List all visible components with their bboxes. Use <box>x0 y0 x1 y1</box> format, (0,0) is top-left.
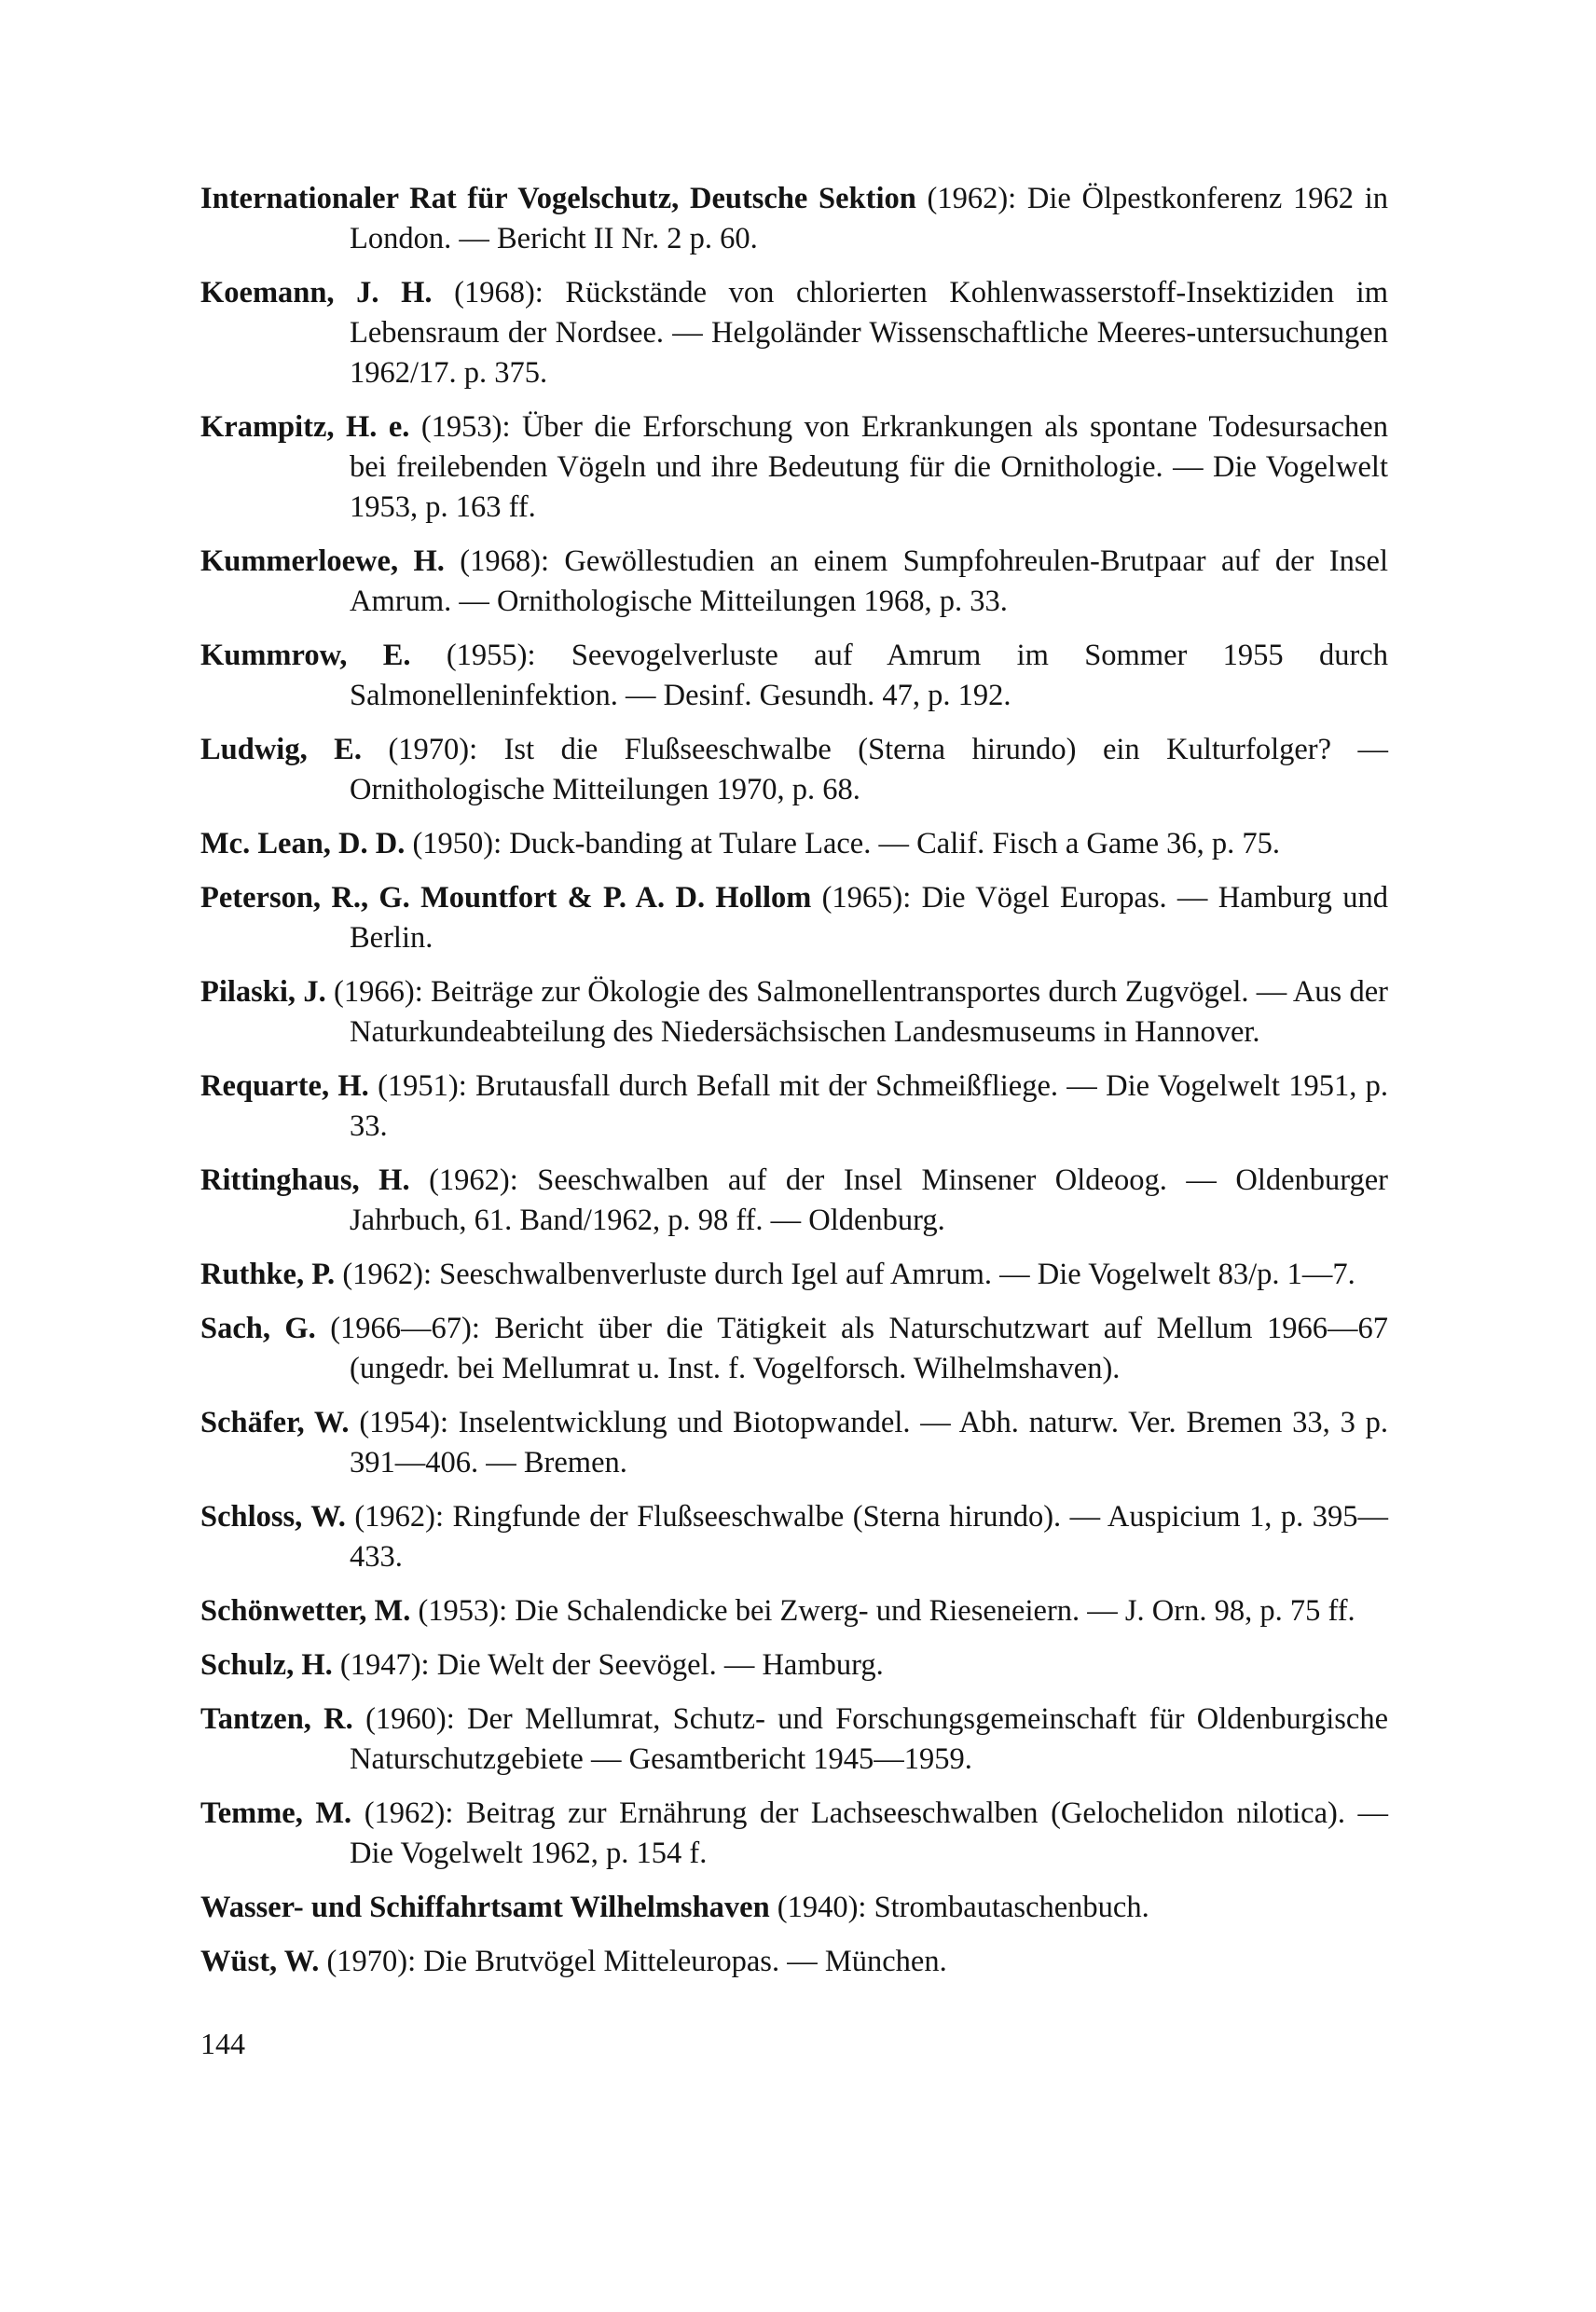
reference-entry <box>200 1591 1388 1631</box>
reference-list <box>200 179 1388 1996</box>
reference-details: (1960): Der Mellumrat, Schutz- und Forschungsgemeinschaft für Oldenburgische Naturschutzgebiete — Gesamtbericht 1945—1959. <box>350 1702 1388 1776</box>
reference-author: Tantzen, R. <box>200 1702 353 1736</box>
reference-entry <box>200 1645 1388 1686</box>
reference-details: (1962): Die Ölpestkonferenz 1962 in London. — Bericht II Nr. 2 p. 60. <box>350 182 1388 255</box>
reference-entry <box>200 407 1388 528</box>
reference-details: (1951): Brutausfall durch Befall mit der Schmeißfliege. — Die Vogelwelt 1951, p. 33. <box>350 1069 1388 1143</box>
reference-details: (1962): Ringfunde der Flußseeschwalbe (Sterna hirundo). — Auspicium 1, p. 395—433. <box>345 1500 1388 1574</box>
reference-entry <box>200 1255 1388 1295</box>
reference-details: (1955): Seevogelverluste auf Amrum im Sommer 1955 durch Salmonelleninfektion. — Desinf. Gesundh. 47, p. 192. <box>350 639 1388 712</box>
reference-entry <box>200 1309 1388 1389</box>
reference-author: Ludwig, E. <box>200 733 362 766</box>
reference-entry <box>200 179 1388 259</box>
reference-details: (1968): Gewöllestudien an einem Sumpfohreulen-Brutpaar auf der Insel Amrum. — Ornithologische Mitteilungen 1968, p. 33. <box>350 544 1388 618</box>
reference-entry <box>200 1942 1388 1982</box>
page-number: 144 <box>200 2027 245 2060</box>
reference-entry <box>200 1497 1388 1577</box>
reference-details: (1968): Rückstände von chlorierten Kohlenwasserstoff-Insektiziden im Lebensraum der Nordsee. — Helgoländer Wissenschaftliche Meeres-untersuchungen 1962/17. p. 375. <box>350 276 1388 390</box>
reference-author: Schäfer, W. <box>200 1406 350 1439</box>
reference-details: (1970): Die Brutvögel Mitteleuropas. — München. <box>319 1945 947 1978</box>
reference-author: Pilaski, J. <box>200 975 326 1009</box>
reference-details: (1965): Die Vögel Europas. — Hamburg und Berlin. <box>350 881 1388 955</box>
reference-author: Wüst, W. <box>200 1945 320 1978</box>
reference-entry <box>200 824 1388 864</box>
reference-author: Internationaler Rat für Vogelschutz, Deutsche Sektion <box>200 182 916 215</box>
reference-entry <box>200 972 1388 1053</box>
reference-details: (1947): Die Welt der Seevögel. — Hamburg. <box>332 1648 884 1682</box>
reference-details: (1962): Seeschwalbenverluste durch Igel auf Amrum. — Die Vogelwelt 83/p. 1—7. <box>335 1258 1355 1291</box>
reference-entry <box>200 1161 1388 1241</box>
reference-details: (1940): Strombautaschenbuch. <box>769 1891 1149 1924</box>
reference-author: Peterson, R., G. Mountfort & P. A. D. Hollom <box>200 881 812 915</box>
reference-author: Krampitz, H. e. <box>200 410 410 444</box>
reference-author: Wasser- und Schiffahrtsamt Wilhelmshaven <box>200 1891 770 1924</box>
reference-details: (1966—67): Bericht über die Tätigkeit als Naturschutzwart auf Mellum 1966—67 (ungedr. bei Mellumrat u. Inst. f. Vogelforsch. Wilhelmshaven). <box>315 1312 1388 1385</box>
reference-author: Mc. Lean, D. D. <box>200 827 406 860</box>
reference-entry <box>200 1067 1388 1147</box>
reference-author: Schönwetter, M. <box>200 1594 411 1628</box>
reference-details: (1966): Beiträge zur Ökologie des Salmonellentransportes durch Zugvögel. — Aus der Naturkundeabteilung des Niedersächsischen Landesmuseums in Hannover. <box>325 975 1388 1049</box>
reference-author: Kummerloewe, H. <box>200 544 445 578</box>
reference-details: (1962): Seeschwalben auf der Insel Minsener Oldeoog. — Oldenburger Jahrbuch, 61. Band/1962, p. 98 ff. — Oldenburg. <box>350 1163 1389 1237</box>
reference-details: (1962): Beitrag zur Ernährung der Lachseeschwalben (Gelochelidon nilotica). — Die Vogelwelt 1962, p. 154 f. <box>350 1796 1389 1870</box>
reference-author: Koemann, J. H. <box>200 276 433 310</box>
reference-author: Schloss, W. <box>200 1500 346 1534</box>
reference-author: Requarte, H. <box>200 1069 369 1103</box>
reference-entry <box>200 1700 1388 1780</box>
reference-author: Ruthke, P. <box>200 1258 336 1291</box>
reference-entry <box>200 730 1388 810</box>
reference-author: Kummrow, E. <box>200 639 411 672</box>
reference-details: (1953): Über die Erforschung von Erkrankungen als spontane Todesursachen bei freilebenden Vögeln und ihre Bedeutung für die Ornithologie. — Die Vogelwelt 1953, p. 163 ff. <box>350 410 1388 524</box>
reference-entry <box>200 273 1388 393</box>
reference-author: Temme, M. <box>200 1796 352 1830</box>
reference-entry <box>200 1403 1388 1483</box>
reference-details: (1954): Inselentwicklung und Biotopwandel. — Abh. naturw. Ver. Bremen 33, 3 p. 391—406. — Bremen. <box>349 1406 1388 1479</box>
reference-author: Rittinghaus, H. <box>200 1163 410 1197</box>
reference-entry <box>200 636 1388 716</box>
reference-entry <box>200 878 1388 958</box>
reference-details: (1953): Die Schalendicke bei Zwerg- und Rieseneiern. — J. Orn. 98, p. 75 ff. <box>410 1594 1355 1628</box>
reference-author: Sach, G. <box>200 1312 316 1345</box>
reference-entry <box>200 1794 1388 1874</box>
reference-author: Schulz, H. <box>200 1648 333 1682</box>
reference-details: (1970): Ist die Flußseeschwalbe (Sterna hirundo) ein Kulturfolger? — Ornithologische Mitteilungen 1970, p. 68. <box>350 733 1388 806</box>
reference-entry <box>200 1888 1388 1928</box>
reference-entry <box>200 542 1388 622</box>
reference-details: (1950): Duck-banding at Tulare Lace. — Calif. Fisch a Game 36, p. 75. <box>405 827 1281 860</box>
